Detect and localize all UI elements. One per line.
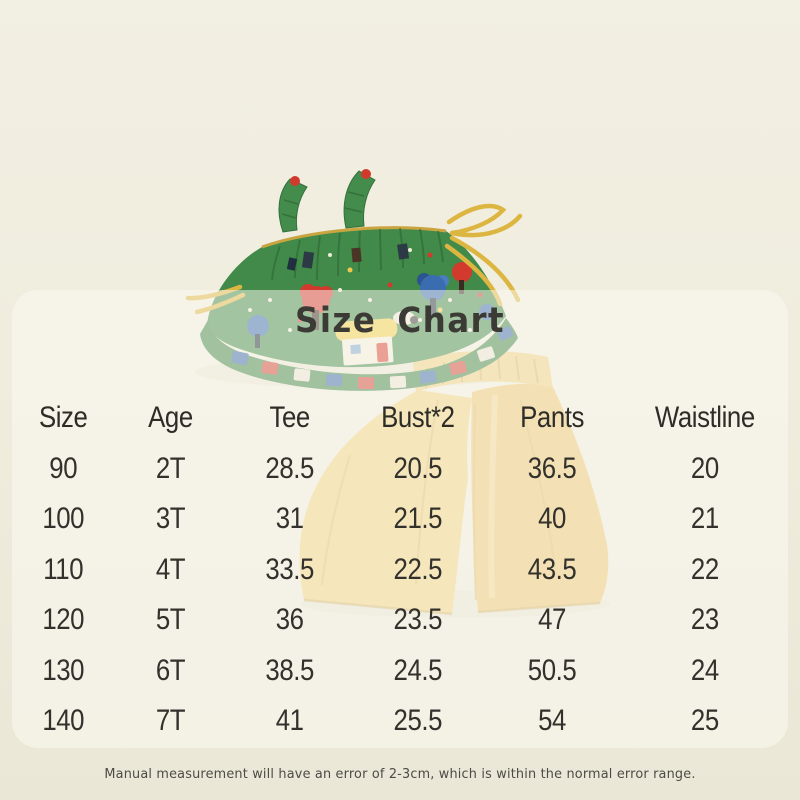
table-cell: 36.5 [527,451,577,485]
table-cell: 40 [538,502,567,536]
table-cell: 7T [156,704,186,738]
table-cell: 36 [276,603,304,637]
table-cell: 100 [42,502,85,536]
table-cell: 22.5 [393,552,442,586]
table-cell: 6T [156,653,186,687]
col-header-size: Size [38,401,88,435]
table-cell: 20.5 [393,451,442,485]
table-cell: 3T [156,502,186,536]
table-cell: 4T [156,552,186,586]
chart-title: Size Chart [295,301,505,341]
table-cell: 22 [691,552,720,586]
table-cell: 90 [49,451,78,485]
col-header-waistline: Waistline [655,401,756,435]
table-cell: 33.5 [265,552,315,586]
table-cell: 25 [691,704,720,738]
col-header-tee: Tee [269,401,311,435]
table-cell: 41 [276,704,304,738]
col-header-age: Age [148,401,194,435]
table-cell: 50.5 [527,653,577,687]
table-cell: 20 [691,451,720,485]
table-cell: 47 [538,603,567,637]
table-cell: 23 [691,603,720,637]
table-cell: 110 [43,552,84,586]
col-header-pants: Pants [520,401,585,435]
table-cell: 43.5 [527,552,577,586]
table-cell: 2T [156,451,186,485]
table-cell: 38.5 [265,653,315,687]
size-table [12,393,788,747]
table-cell: 28.5 [265,451,315,485]
col-header-bust: Bust*2 [380,401,455,435]
table-cell: 31 [276,502,304,536]
table-cell: 24.5 [393,653,442,687]
table-cell: 54 [538,704,567,738]
table-cell: 23.5 [393,603,442,637]
table-cell: 130 [42,653,85,687]
table-cell: 5T [156,603,186,637]
strap-right [344,169,375,228]
strap-left [279,176,307,232]
table-cell: 24 [691,653,720,687]
table-cell: 120 [42,603,85,637]
table-cell: 140 [42,704,85,738]
footnote: Manual measurement will have an error of 2-3cm, which is within the normal error range. [104,766,696,782]
table-cell: 25.5 [393,704,442,738]
table-cell: 21.5 [393,502,442,536]
table-cell: 21 [691,502,720,536]
